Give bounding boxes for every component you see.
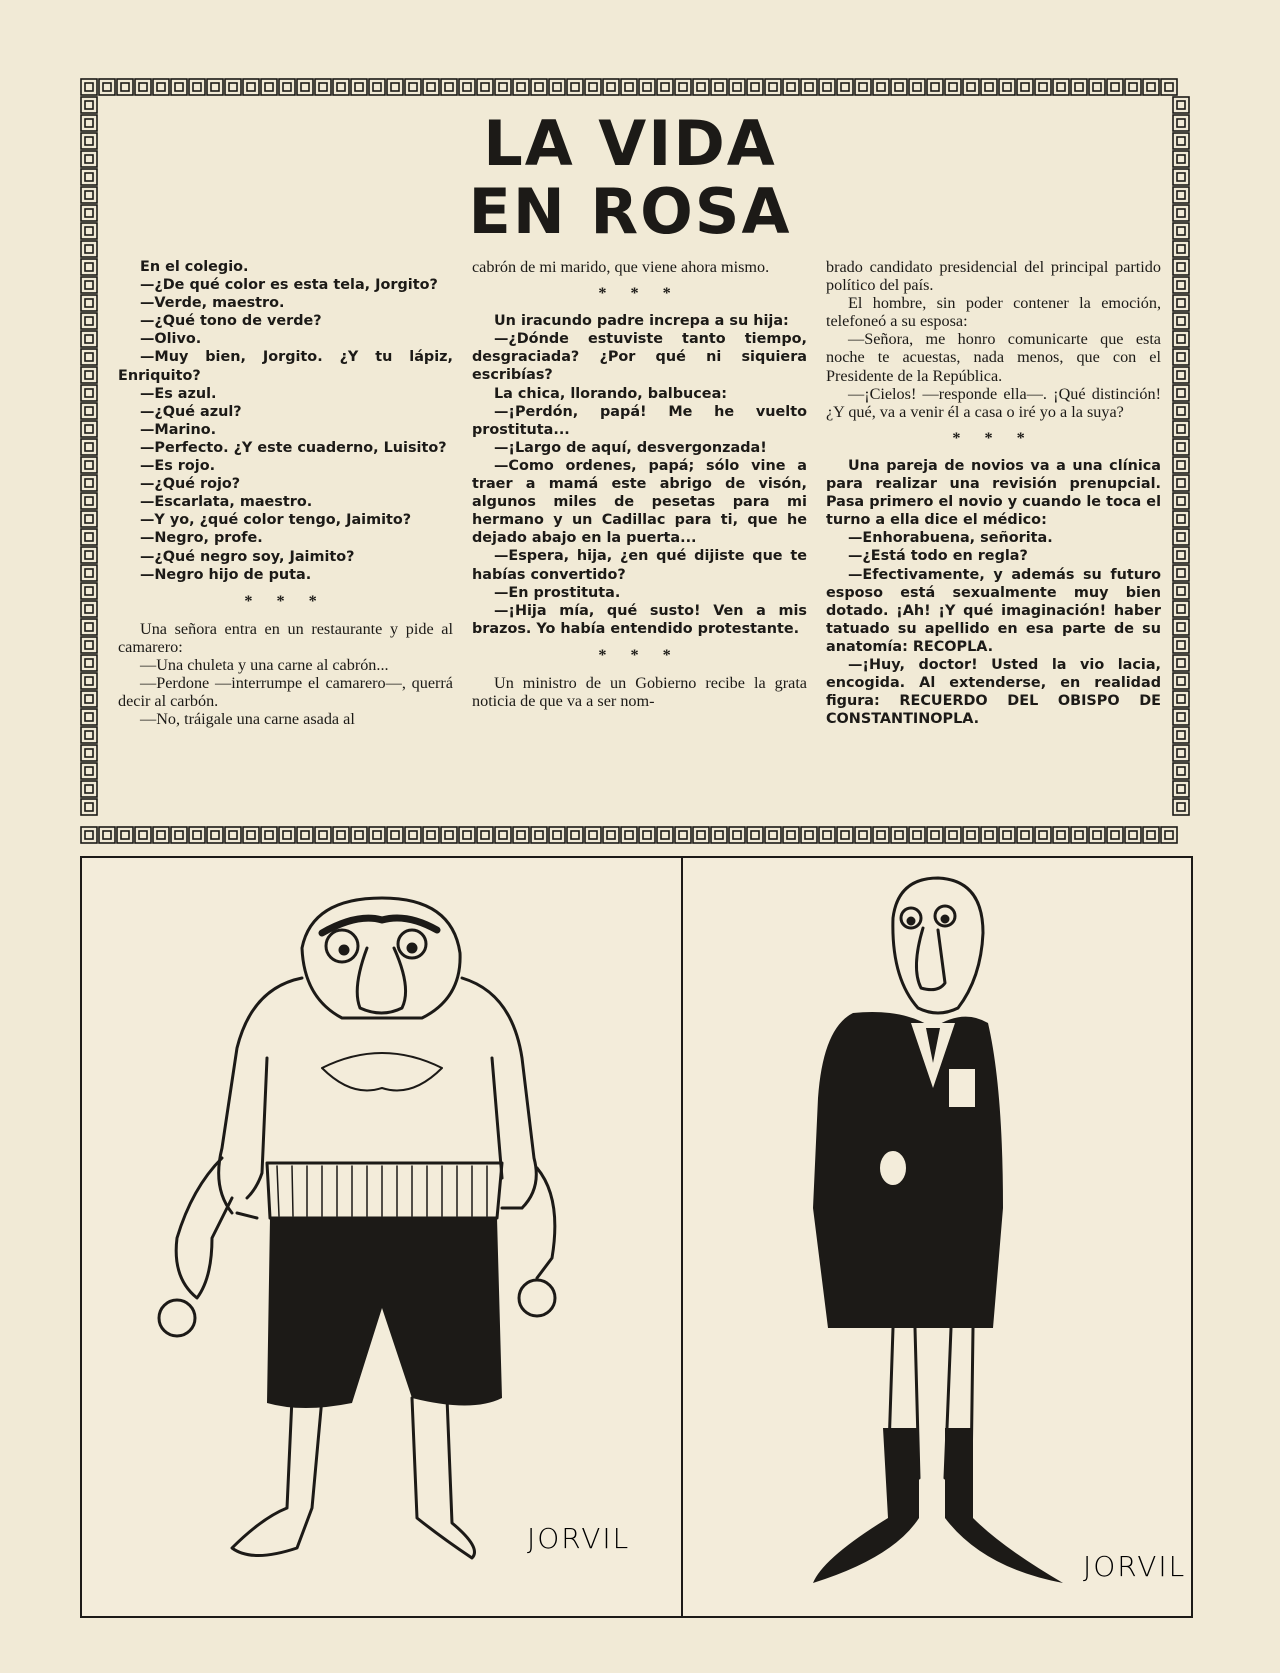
greek-key-tile: [81, 637, 97, 653]
greek-key-tile: [927, 79, 943, 95]
greek-key-tile: [1173, 151, 1189, 167]
greek-key-tile: [819, 79, 835, 95]
paragraph: cabrón de mi marido, que viene ahora mismo.: [472, 258, 770, 276]
greek-key-tile: [1173, 295, 1189, 311]
greek-key-tile: [261, 79, 277, 95]
greek-key-tile: [567, 827, 583, 843]
paragraph: —Perdone —interrumpe el camarero—, querrá decir al carbón.: [118, 674, 453, 711]
greek-key-tile: [711, 79, 727, 95]
greek-key-tile: [747, 827, 763, 843]
greek-key-tile: [207, 827, 223, 843]
greek-key-tile: [81, 169, 97, 185]
greek-key-tile: [99, 827, 115, 843]
greek-key-tile: [369, 827, 385, 843]
greek-key-tile: [81, 151, 97, 167]
greek-key-tile: [261, 827, 277, 843]
greek-key-tile: [387, 827, 403, 843]
text-column-2: [472, 258, 807, 710]
greek-key-tile: [1125, 79, 1141, 95]
greek-key-tile: [891, 79, 907, 95]
greek-key-tile: [1173, 313, 1189, 329]
greek-key-tile: [477, 827, 493, 843]
greek-key-tile: [1107, 79, 1123, 95]
paragraph: Una pareja de novios va a una clínica para realizar una revisión prenupcial. Pasa primero el novio y cuando le toca el turno a ella dice el médico:: [826, 457, 1161, 529]
greek-key-tile: [333, 79, 349, 95]
greek-key-tile: [171, 827, 187, 843]
greek-key-tile: [945, 79, 961, 95]
paragraph: —Muy bien, Jorgito. ¿Y tu lápiz, Enriquito?: [118, 349, 453, 384]
greek-key-tile: [1161, 827, 1177, 843]
greek-key-tile: [1173, 493, 1189, 509]
greek-key-tile: [81, 799, 97, 815]
greek-key-tile: [81, 547, 97, 563]
greek-key-tile: [1173, 763, 1189, 779]
greek-key-tile: [693, 827, 709, 843]
paragraph: brado candidato presidencial del principal partido político del país.: [826, 258, 1161, 295]
greek-key-tile: [81, 493, 97, 509]
greek-key-tile: [729, 79, 745, 95]
greek-key-tile: [981, 827, 997, 843]
greek-key-tile: [81, 673, 97, 689]
paragraph: —En prostituta.: [494, 584, 621, 601]
greek-key-tile: [171, 79, 187, 95]
greek-key-tile: [81, 763, 97, 779]
greek-key-tile: [387, 79, 403, 95]
greek-key-tile: [81, 97, 97, 113]
greek-key-tile: [1173, 385, 1189, 401]
greek-key-tile: [837, 79, 853, 95]
paragraph: —Como ordenes, papá; sólo vine a traer a mamá este abrigo de visón, algunos miles de pesetas para mi hermano y un Cadillac para ti, que he dejado abajo en la puerta...: [472, 457, 807, 547]
greek-key-tile: [549, 79, 565, 95]
greek-key-tile: [1173, 133, 1189, 149]
cartoon-panel-left: [80, 856, 684, 1618]
paragraph: —¡Perdón, papá! Me he vuelto prostituta...: [472, 403, 807, 438]
greek-key-tile: [243, 79, 259, 95]
greek-key-tile: [639, 827, 655, 843]
section-separator: * * *: [598, 645, 681, 664]
greek-key-tile: [837, 827, 853, 843]
greek-key-tile: [477, 79, 493, 95]
greek-key-tile: [81, 511, 97, 527]
paragraph: —Y yo, ¿qué color tengo, Jaimito?: [140, 512, 412, 529]
paragraph: —¿Qué azul?: [140, 403, 242, 420]
greek-key-tile: [621, 827, 637, 843]
greek-key-tile: [81, 529, 97, 545]
greek-key-tile: [81, 475, 97, 491]
greek-key-tile: [1053, 827, 1069, 843]
greek-key-tile: [765, 79, 781, 95]
greek-key-tile: [189, 79, 205, 95]
greek-key-tile: [333, 827, 349, 843]
paragraph: —¡Cielos! —responde ella—. ¡Qué distinción! ¿Y qué, va a venir él a casa o iré yo a la suya?: [826, 384, 1161, 421]
greek-key-tile: [567, 79, 583, 95]
paragraph: —No, tráigale una carne asada al: [140, 710, 355, 729]
greek-key-tile: [81, 439, 97, 455]
greek-key-tile: [315, 79, 331, 95]
greek-key-tile: [81, 367, 97, 383]
greek-key-tile: [1173, 511, 1189, 527]
greek-key-tile: [1173, 115, 1189, 131]
greek-key-tile: [243, 827, 259, 843]
greek-key-tile: [81, 187, 97, 203]
greek-key-tile: [603, 79, 619, 95]
signature-right: JORVIL: [1083, 1550, 1187, 1583]
paragraph: —¡Hija mía, qué susto! Ven a mis brazos. Yo había entendido protestante.: [472, 602, 807, 637]
greek-key-tile: [1173, 169, 1189, 185]
greek-key-tile: [927, 827, 943, 843]
greek-key-tile: [81, 331, 97, 347]
greek-key-tile: [1173, 241, 1189, 257]
greek-key-tile: [657, 79, 673, 95]
greek-key-tile: [135, 827, 151, 843]
greek-key-tile: [117, 827, 133, 843]
greek-key-tile: [981, 79, 997, 95]
paragraph: Un ministro de un Gobierno recibe la grata noticia de que va a ser nom-: [472, 673, 807, 711]
paragraph: El hombre, sin poder contener la emoción, telefoneó a su esposa:: [826, 294, 1161, 331]
greek-key-tile: [81, 295, 97, 311]
greek-key-tile: [1089, 79, 1105, 95]
greek-key-tile: [873, 827, 889, 843]
greek-key-tile: [963, 79, 979, 95]
paragraph: —¿Qué rojo?: [140, 476, 241, 493]
greek-key-tile: [81, 565, 97, 581]
greek-key-tile: [99, 79, 115, 95]
greek-key-tile: [297, 827, 313, 843]
greek-key-tile: [1143, 79, 1159, 95]
headline: [440, 107, 820, 248]
paragraph: —Perfecto. ¿Y este cuaderno, Luisito?: [140, 439, 447, 456]
greek-key-tile: [693, 79, 709, 95]
greek-key-tile: [1173, 547, 1189, 563]
greek-key-tile: [495, 79, 511, 95]
greek-key-tile: [117, 79, 133, 95]
greek-key-tile: [1173, 691, 1189, 707]
greek-key-tile: [531, 79, 547, 95]
greek-key-tile: [1173, 421, 1189, 437]
greek-key-tile: [1173, 637, 1189, 653]
greek-key-tile: [405, 827, 421, 843]
bishop-cartoon: [683, 858, 1191, 1616]
greek-key-tile: [675, 827, 691, 843]
greek-key-tile: [81, 781, 97, 797]
section-separator: * * *: [598, 284, 681, 303]
greek-key-tile: [1035, 79, 1051, 95]
greek-key-tile: [351, 827, 367, 843]
greek-key-tile: [1173, 259, 1189, 275]
greek-key-tile: [135, 79, 151, 95]
greek-key-tile: [549, 827, 565, 843]
greek-key-tile: [81, 691, 97, 707]
greek-key-tile: [999, 827, 1015, 843]
greek-key-tile: [1161, 79, 1177, 95]
greek-key-tile: [1071, 827, 1087, 843]
greek-key-tile: [513, 79, 529, 95]
paragraph: —Escarlata, maestro.: [140, 494, 313, 511]
paragraph: Un iracundo padre increpa a su hija:: [494, 313, 789, 330]
greek-key-tile: [423, 827, 439, 843]
paragraph: —Marino.: [140, 421, 217, 438]
greek-key-tile: [81, 583, 97, 599]
greek-key-tile: [603, 827, 619, 843]
signature-left: JORVIL: [527, 1522, 631, 1555]
paragraph: —Espera, hija, ¿en qué dijiste que te habías convertido?: [472, 548, 807, 583]
greek-key-tile: [1173, 457, 1189, 473]
greek-key-tile: [819, 827, 835, 843]
paragraph: —Verde, maestro.: [140, 295, 285, 312]
greek-key-tile: [81, 457, 97, 473]
greek-key-tile: [1173, 97, 1189, 113]
paragraph: —Una chuleta y una carne al cabrón...: [140, 655, 389, 674]
greek-key-tile: [1173, 367, 1189, 383]
paragraph: —Es azul.: [140, 385, 217, 402]
paragraph: —Señora, me honro comunicarte que esta noche te acuestas, nada menos, que con el Presidente de la República.: [826, 330, 1161, 385]
paragraph: —Enhorabuena, señorita.: [848, 530, 1053, 547]
greek-key-tile: [1173, 565, 1189, 581]
greek-key-tile: [81, 655, 97, 671]
greek-key-tile: [1173, 601, 1189, 617]
greek-key-tile: [459, 827, 475, 843]
paragraph: —¿Qué tono de verde?: [140, 313, 322, 330]
greek-key-tile: [81, 709, 97, 725]
greek-key-tile: [1173, 439, 1189, 455]
greek-key-tile: [369, 79, 385, 95]
greek-key-tile: [1173, 331, 1189, 347]
greek-key-tile: [1173, 187, 1189, 203]
greek-key-tile: [1173, 403, 1189, 419]
greek-key-tile: [855, 827, 871, 843]
greek-key-tile: [279, 79, 295, 95]
greek-key-tile: [81, 349, 97, 365]
paragraph: —¿Dónde estuviste tanto tiempo, desgraciada? ¿Por qué ni siquiera escribías?: [472, 331, 807, 384]
greek-key-tile: [81, 133, 97, 149]
greek-key-tile: [459, 79, 475, 95]
greek-key-tile: [675, 79, 691, 95]
paragraph: Una señora entra en un restaurante y pide al camarero:: [118, 619, 453, 656]
greek-key-tile: [207, 79, 223, 95]
greek-key-tile: [1107, 827, 1123, 843]
greek-key-tile: [225, 79, 241, 95]
greek-key-tile: [423, 79, 439, 95]
greek-key-tile: [81, 601, 97, 617]
greek-key-tile: [1071, 79, 1087, 95]
paragraph: —¡Largo de aquí, desvergonzada!: [494, 439, 767, 456]
paragraph: —Es rojo.: [140, 458, 216, 475]
paragraph: —¿Está todo en regla?: [848, 548, 1028, 565]
greek-key-tile: [81, 313, 97, 329]
greek-key-tile: [81, 727, 97, 743]
headline-line-1: LA VIDA: [483, 107, 777, 180]
greek-key-tile: [81, 205, 97, 221]
greek-key-tile: [81, 79, 97, 95]
greek-key-tile: [81, 385, 97, 401]
greek-key-tile: [855, 79, 871, 95]
greek-key-tile: [81, 241, 97, 257]
cartoon-panel-right: [681, 856, 1193, 1618]
greek-key-tile: [81, 745, 97, 761]
greek-key-tile: [621, 79, 637, 95]
greek-key-tile: [1173, 655, 1189, 671]
greek-key-tile: [153, 79, 169, 95]
greek-key-tile: [81, 403, 97, 419]
greek-key-tile: [531, 827, 547, 843]
greek-key-tile: [1173, 709, 1189, 725]
greek-key-tile: [81, 115, 97, 131]
greek-key-tile: [891, 827, 907, 843]
paragraph: —Efectivamente, y además su futuro esposo está sexualmente muy bien dotado. ¡Ah! ¡Y qué imaginación! haber tatuado su apellido en esa parte de su anatomía: RECOPLA.: [826, 566, 1161, 655]
greek-key-tile: [315, 827, 331, 843]
paragraph: —Olivo.: [140, 331, 202, 348]
greek-key-tile: [153, 827, 169, 843]
section-separator: * * *: [952, 428, 1035, 447]
section-separator: * * *: [244, 591, 327, 610]
greek-key-tile: [1173, 529, 1189, 545]
text-column-1: [118, 258, 453, 728]
greek-key-tile: [405, 79, 421, 95]
greek-key-tile: [1053, 79, 1069, 95]
greek-key-tile: [801, 827, 817, 843]
greek-key-tile: [1173, 205, 1189, 221]
greek-key-tile: [513, 827, 529, 843]
paragraph: —Negro hijo de puta.: [140, 566, 312, 583]
greek-key-tile: [1017, 79, 1033, 95]
greek-key-tile: [1089, 827, 1105, 843]
greek-key-tile: [297, 79, 313, 95]
greek-key-tile: [585, 827, 601, 843]
greek-key-tile: [729, 827, 745, 843]
text-column-3: [826, 258, 1161, 728]
greek-key-tile: [1173, 799, 1189, 815]
greek-key-tile: [1017, 827, 1033, 843]
greek-key-tile: [441, 79, 457, 95]
greek-key-tile: [1143, 827, 1159, 843]
greek-key-tile: [81, 421, 97, 437]
greek-key-tile: [945, 827, 961, 843]
greek-key-tile: [765, 827, 781, 843]
headline-line-2: EN ROSA: [468, 175, 792, 248]
greek-key-tile: [1173, 619, 1189, 635]
greek-key-tile: [189, 827, 205, 843]
greek-key-tile: [1173, 349, 1189, 365]
greek-key-tile: [639, 79, 655, 95]
greek-key-tile: [963, 827, 979, 843]
paragraph: —Negro, profe.: [140, 530, 263, 547]
greek-key-tile: [909, 827, 925, 843]
greek-key-tile: [1125, 827, 1141, 843]
greek-key-tile: [783, 827, 799, 843]
greek-key-tile: [873, 79, 889, 95]
greek-key-tile: [1173, 673, 1189, 689]
greek-key-tile: [81, 223, 97, 239]
greek-key-tile: [351, 79, 367, 95]
greek-key-tile: [1173, 781, 1189, 797]
strongman-cartoon: [82, 858, 682, 1616]
greek-key-tile: [1035, 827, 1051, 843]
paragraph: —¿Qué negro soy, Jaimito?: [140, 548, 355, 565]
greek-key-tile: [1173, 583, 1189, 599]
greek-key-tile: [1173, 475, 1189, 491]
paragraph: La chica, llorando, balbucea:: [494, 385, 728, 402]
greek-key-tile: [909, 79, 925, 95]
greek-key-tile: [225, 827, 241, 843]
greek-key-tile: [81, 827, 97, 843]
paragraph: —¡Huy, doctor! Usted la vio lacia, encogida. Al extenderse, en realidad figura: RECUERDO DEL OBISPO DE CONSTANTINOPLA.: [826, 656, 1161, 728]
greek-key-tile: [999, 79, 1015, 95]
greek-key-tile: [279, 827, 295, 843]
paragraph: —¿De qué color es esta tela, Jorgito?: [140, 277, 438, 294]
greek-key-tile: [441, 827, 457, 843]
greek-key-tile: [1173, 745, 1189, 761]
greek-key-tile: [81, 259, 97, 275]
greek-key-tile: [801, 79, 817, 95]
greek-key-tile: [585, 79, 601, 95]
paragraph: En el colegio.: [140, 259, 249, 275]
greek-key-tile: [747, 79, 763, 95]
greek-key-tile: [495, 827, 511, 843]
greek-key-tile: [81, 277, 97, 293]
greek-key-tile: [1173, 277, 1189, 293]
greek-key-tile: [783, 79, 799, 95]
greek-key-tile: [81, 619, 97, 635]
greek-key-tile: [1173, 223, 1189, 239]
greek-key-tile: [1173, 727, 1189, 743]
greek-key-tile: [711, 827, 727, 843]
greek-key-tile: [657, 827, 673, 843]
